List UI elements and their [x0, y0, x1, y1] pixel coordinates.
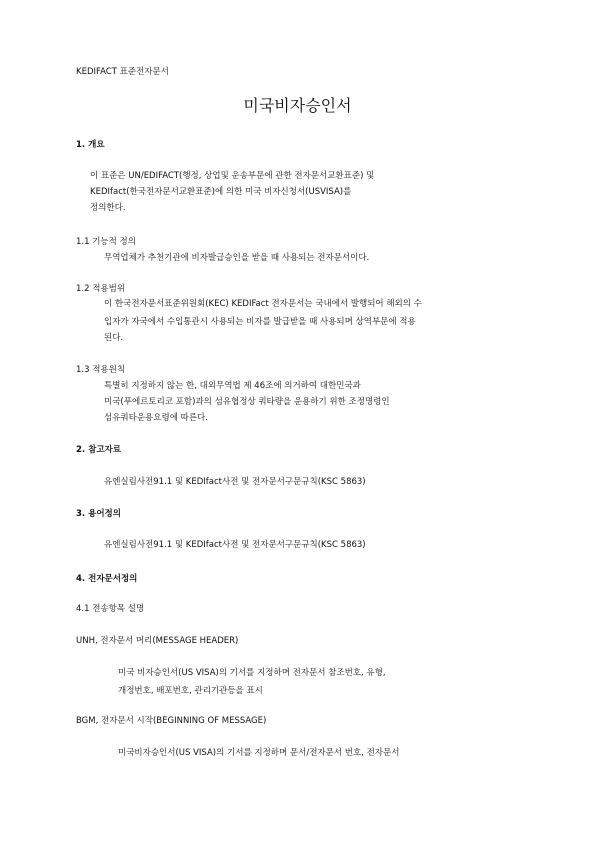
section-1-heading: 1. 개요	[76, 140, 105, 150]
section-1-1-heading: 1.1 기능적 정의	[76, 237, 136, 247]
section-1-2-line: 이 한국전자문서표준위원회(KEC) KEDIFact 전자문서는 국내에서 발행되어 해외의 수	[104, 299, 422, 309]
section-2-heading: 2. 참고자료	[76, 445, 121, 455]
document-header: KEDIFACT 표준전자문서	[76, 67, 169, 77]
bgm-line: 미국비자승인서(US VISA)의 기서를 지정하며 문서/전자문서 번호, 전자문서	[118, 748, 400, 758]
section-1-3-heading: 1.3 적용원칙	[76, 365, 126, 375]
section-3-line: 유엔실림사전91.1 및 KEDIfact사전 및 전자문서구문규칙(KSC 5863)	[104, 540, 366, 550]
section-1-2-line: 입자가 자국에서 수입통관시 사용되는 비자를 발급받을 때 사용되며 상역부문에 적용	[104, 317, 416, 327]
unh-heading: UNH, 전자문서 머리(MESSAGE HEADER)	[76, 636, 239, 646]
document-title: 미국비자승인서	[243, 96, 352, 115]
bgm-heading: BGM, 전자문서 시작(BEGINNING OF MESSAGE)	[76, 716, 267, 726]
section-1-3-line: 미국(푸에르토리코 포함)과의 섬유협정상 쿼타량을 운용하기 위한 조정명령인	[104, 397, 390, 407]
section-1-2-line: 된다.	[104, 333, 124, 343]
section-1-line: KEDIfact(한국전자문서교환표준)에 의한 미국 비자신청서(USVISA)를	[90, 187, 352, 197]
section-4-heading: 4. 전자문서정의	[76, 574, 138, 584]
section-3-heading: 3. 용어정의	[76, 509, 121, 519]
section-1-3-line: 섬유쿼타운용요령에 따른다.	[104, 413, 208, 423]
section-1-line: 정의한다.	[90, 203, 126, 213]
section-1-3-line: 특별히 지정하지 않는 한, 대외무역법 제 46조에 의거하여 대한민국과	[104, 381, 361, 391]
unh-line: 개정번호, 배포번호, 관리기관등을 표시	[118, 686, 263, 696]
section-1-2-heading: 1.2 적용범위	[76, 284, 126, 294]
section-4-1-heading: 4.1 전송항목 설명	[76, 604, 145, 614]
section-1-line: 이 표준은 UN/EDIFACT(행정, 상업및 운송부문에 관한 전자문서교환표준) 및	[90, 171, 375, 181]
section-2-line: 유엔실림사전91.1 및 KEDIfact사전 및 전자문서구문규칙(KSC 5863)	[104, 477, 366, 487]
unh-line: 미국 비자승인서(US VISA)의 기서를 지정하며 전자문서 참조번호, 유형,	[118, 668, 386, 678]
section-1-1-line: 무역업체가 추천기관에 비자발급승인을 받을 때 사용되는 전자문서이다.	[104, 253, 370, 263]
